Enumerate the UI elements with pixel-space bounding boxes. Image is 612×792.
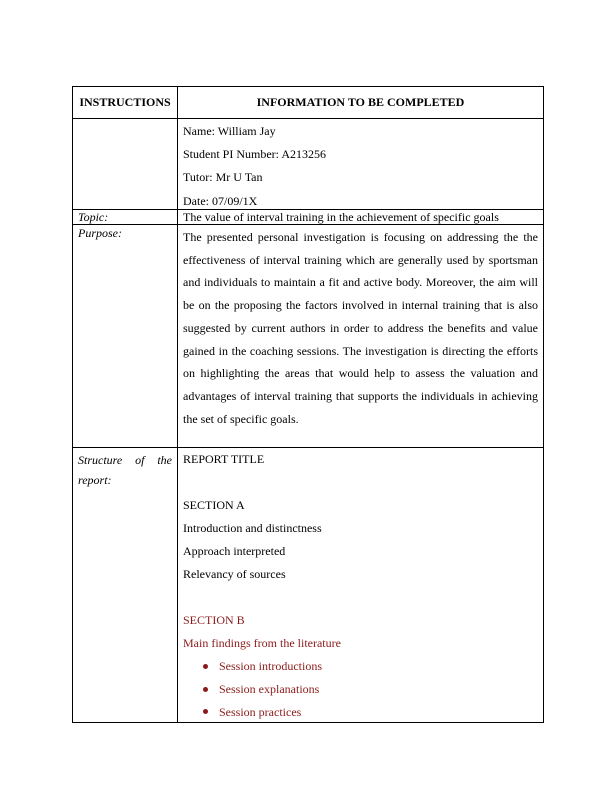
structure-label-cell [73,448,178,723]
bullet-icon [203,709,208,714]
information-header: INFORMATION TO BE COMPLETED [178,87,544,119]
section-a-heading: SECTION A [183,498,245,513]
section-b-bullet: Session explanations [183,678,538,701]
header-row [73,87,544,119]
section-a-item: Introduction and distinctness [183,521,322,536]
section-b-heading: SECTION B [183,613,245,628]
section-a-item: Approach interpreted [183,544,286,559]
structure-row [73,448,544,723]
purpose-label: Purpose: [73,225,178,448]
bullet-icon [203,664,208,669]
details-row [73,119,544,210]
section-b-bullet: Session practices [183,701,538,722]
structure-label-line2: report: [78,473,112,488]
topic-value: The value of interval training in the achievement of specific goals [178,210,544,225]
details-label-cell [73,119,178,210]
report-form-table [72,86,544,723]
student-name: Name: William Jay [183,124,276,138]
purpose-row [73,225,544,448]
section-b-subheading: Main findings from the literature [183,636,341,651]
date: Date: 07/09/1X [183,194,258,208]
section-b-bullet-list [183,655,538,722]
purpose-cell [178,225,544,448]
topic-label: Topic: [73,210,178,225]
structure-label-line1: Structure of the [78,453,172,468]
structure-cell [178,448,544,723]
student-pi-number: Student PI Number: A213256 [183,147,326,161]
bullet-icon [203,687,208,692]
instructions-header: INSTRUCTIONS [73,87,178,119]
report-title: REPORT TITLE [183,452,265,467]
section-b-bullet: Session introductions [183,655,538,678]
section-a-item: Relevancy of sources [183,567,286,582]
purpose-text: The presented personal investigation is focusing on addressing the the effectiveness of interval training which are generally used by sportsman and individuals to maintain a fit and active body. Moreover, the aim will be on the proposing the factors involved in internal training that is also suggested by current authors in order to address the benefits and value gained in the coaching sessions. The investigation is directing the efforts on highlighting the areas that would help to assess the valuation and advantages of interval training that supports the individuals in achieving the set of specific goals. [183,230,538,426]
tutor-name: Tutor: Mr U Tan [183,170,263,184]
topic-row [73,210,544,225]
details-cell [178,119,544,210]
